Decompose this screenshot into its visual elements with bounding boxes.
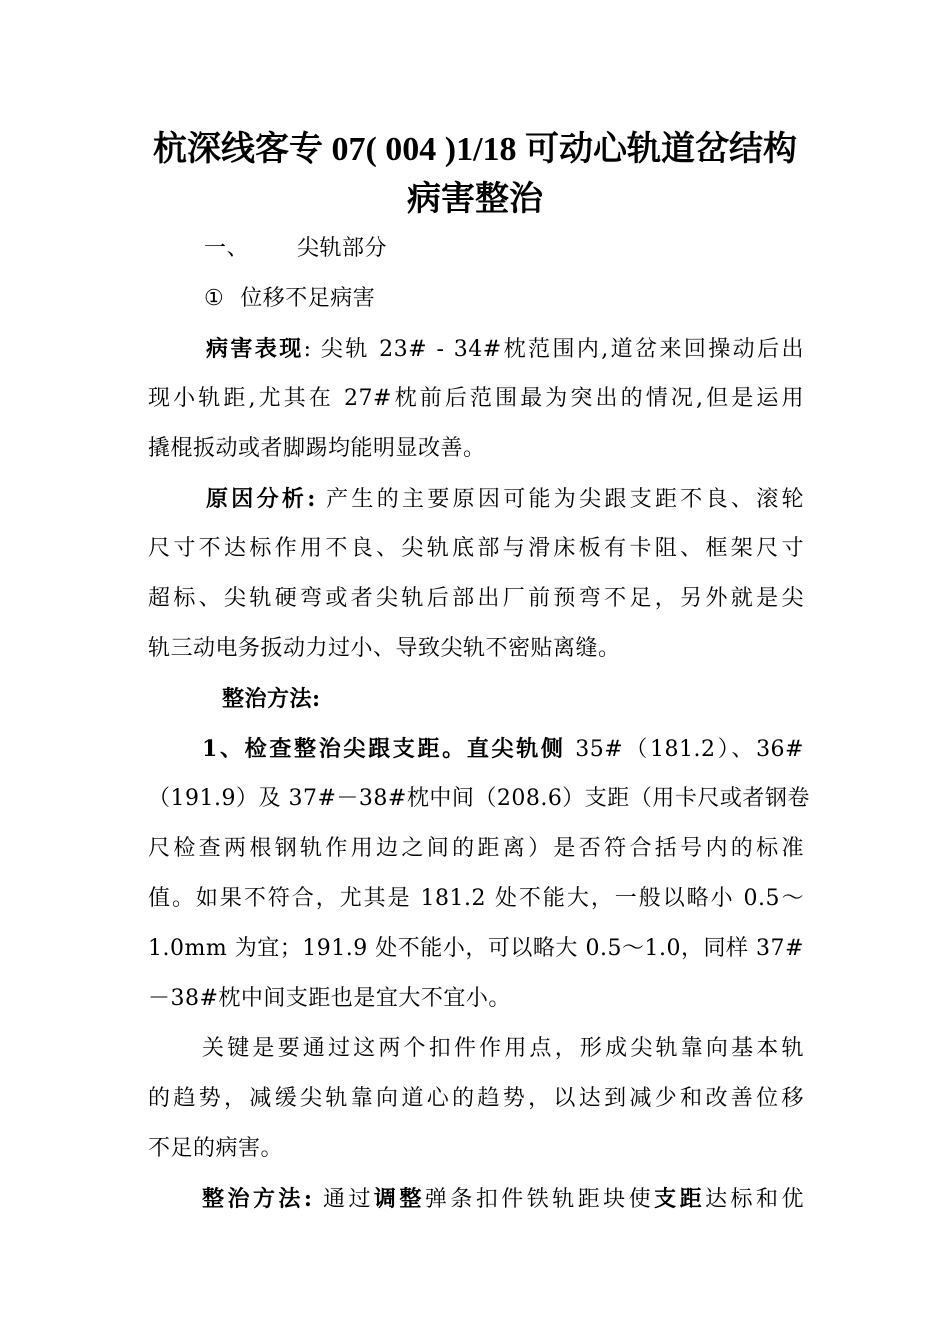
cause-label: 原因分析: [206, 486, 316, 512]
symptom-label: 病害表现 [206, 336, 304, 362]
key-paragraph-line: 不足的病害。 [148, 1136, 284, 1161]
step1-paragraph-line: （191.9）及 37#－38#枕中间（208.6）支距（用卡尺或者钢卷 [148, 786, 810, 811]
step1-paragraph-line: 尺检查两根钢轨作用边之间的距离）是否符合括号内的标准 [148, 836, 804, 861]
step1-heading: 1、检查整治尖跟支距。直尖轨侧 [202, 736, 566, 762]
subsection-number: ① [204, 286, 225, 311]
step1-paragraph-line: －38#枕中间支距也是宜大不宜小。 [148, 986, 511, 1011]
step1-paragraph-line: 值。如果不符合，尤其是 181.2 处不能大，一般以略小 0.5～ [148, 886, 804, 911]
method2-label: 整治方法: [202, 1186, 313, 1212]
symptom-paragraph-line: 撬棍扳动或者脚踢均能明显改善。 [148, 436, 486, 461]
section-number: 一、 [204, 236, 250, 261]
method2-paragraph-line: 整治方法: 通过调整弹条扣件铁轨距块使支距达标和优 [202, 1186, 804, 1212]
symptom-paragraph-line: 病害表现: 尖轨 23# - 34#枕范围内,道岔来回操动后出 [206, 336, 804, 362]
cause-paragraph-line: 原因分析: 产生的主要原因可能为尖跟支距不良、滚轮 [206, 486, 805, 512]
subsection-heading [204, 284, 375, 314]
cause-paragraph-line: 轨三动电务扳动力过小、导致尖轨不密贴离缝。 [148, 636, 621, 661]
document-title-line-1: 杭深线客专 07( 004 )1/18 可动心轨道岔结构 [152, 131, 798, 168]
subsection-label: 位移不足病害 [240, 286, 376, 311]
document-title-line-2: 病害整治 [407, 181, 543, 218]
step1-paragraph-line: 1.0mm 为宜；191.9 处不能小，可以略大 0.5～1.0，同样 37# [148, 936, 804, 961]
method-heading: 整治方法: [222, 686, 321, 712]
cause-paragraph-line: 尺寸不达标作用不良、尖轨底部与滑床板有卡阻、框架尺寸 [148, 536, 804, 561]
section-label: 尖轨部分 [297, 236, 388, 261]
cause-paragraph-line: 超标、尖轨硬弯或者尖轨后部出厂前预弯不足，另外就是尖 [148, 586, 804, 611]
section-heading [204, 234, 387, 264]
step1-paragraph-line: 1、检查整治尖跟支距。直尖轨侧 35#（181.2）、36# [202, 736, 804, 762]
key-paragraph-line: 关键是要通过这两个扣件作用点，形成尖轨靠向基本轨 [202, 1036, 804, 1061]
key-paragraph-line: 的趋势，减缓尖轨靠向道心的趋势，以达到减少和改善位移 [148, 1086, 804, 1111]
symptom-paragraph-line: 现小轨距,尤其在 27#枕前后范围最为突出的情况,但是运用 [148, 386, 804, 411]
